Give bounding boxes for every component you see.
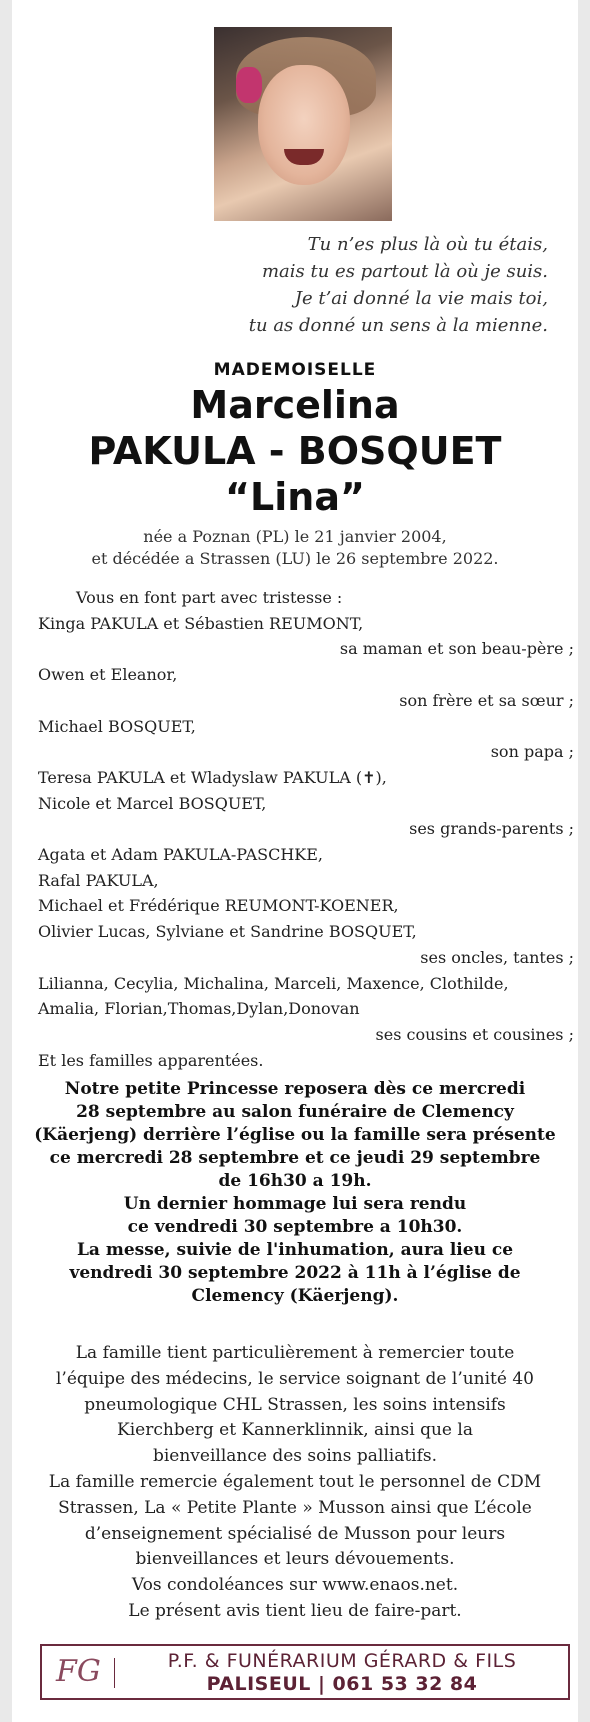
thanks-line: La famille tient particulièrement à remercier toute bbox=[75, 1343, 515, 1363]
poem-line: Je t’ai donné la vie mais toi, bbox=[294, 288, 548, 309]
nickname: “Lina” bbox=[225, 475, 365, 519]
portrait-hair-bow bbox=[236, 67, 262, 103]
family-relation: ses cousins et cousines ; bbox=[375, 1024, 574, 1044]
funeral-home-name: P.F. & FUNÉRARIUM GÉRARD & FILS bbox=[167, 1650, 517, 1672]
family-relation: son papa ; bbox=[490, 742, 574, 762]
announce-intro: Vous en font part avec tristesse : bbox=[76, 588, 343, 607]
thanks-line: bienveillances et leurs dévouements. bbox=[135, 1549, 455, 1570]
thanks-line: bienveillance des soins palliatifs. bbox=[152, 1446, 438, 1467]
thanks-line: Vos condoléances sur www.enaos.net. bbox=[131, 1575, 459, 1596]
family-name-line: Kinga PAKULA et Sébastien REUMONT, bbox=[38, 613, 364, 633]
birth-line: née a Poznan (PL) le 21 janvier 2004, bbox=[143, 527, 447, 546]
thanks-line: Kierchberg et Kannerklinnik, ainsi que la bbox=[117, 1420, 473, 1441]
ceremony-line: ce mercredi 28 septembre et ce jeudi 29 septembre bbox=[49, 1148, 541, 1168]
family-relation: son frère et sa sœur ; bbox=[399, 690, 574, 710]
family-name-line: Owen et Eleanor, bbox=[38, 665, 178, 685]
family-relation: sa maman et son beau-père ; bbox=[339, 639, 574, 659]
family-name-line: Teresa PAKULA et Wladyslaw PAKULA (✝), bbox=[38, 767, 387, 787]
poem-line: mais tu es partout là où je suis. bbox=[261, 261, 548, 282]
death-line: et décédée a Strassen (LU) le 26 septembre 2022. bbox=[91, 549, 499, 568]
thanks-line: La famille remercie également tout le personnel de CDM bbox=[48, 1471, 542, 1492]
poem-line: tu as donné un sens à la mienne. bbox=[248, 315, 548, 336]
family-relation: ses grands-parents ; bbox=[409, 819, 574, 839]
family-announcement bbox=[38, 585, 574, 1073]
thanks-line: pneumologique CHL Strassen, les soins intensifs bbox=[84, 1394, 506, 1415]
first-name: Marcelina bbox=[190, 383, 400, 427]
poem bbox=[249, 231, 548, 339]
ceremony-line: La messe, suivie de l'inhumation, aura lieu ce bbox=[76, 1240, 514, 1260]
obituary-card bbox=[12, 0, 578, 1722]
portrait-face bbox=[258, 65, 350, 185]
ceremony-line: vendredi 30 septembre 2022 à 11h à l’église de bbox=[69, 1263, 521, 1283]
ceremony-line: de 16h30 a 19h. bbox=[218, 1171, 372, 1191]
family-name-line: Nicole et Marcel BOSQUET, bbox=[38, 793, 267, 813]
portrait-photo bbox=[214, 27, 392, 221]
thanks-section bbox=[12, 1341, 578, 1625]
thanks-line: Le présent avis tient lieu de faire-part. bbox=[128, 1600, 462, 1621]
thanks-line: d’enseignement spécialisé de Musson pour leurs bbox=[84, 1523, 506, 1544]
poem-line: Tu n’es plus là où tu étais, bbox=[307, 234, 548, 255]
funeral-home-contact: PALISEUL | 061 53 32 84 bbox=[206, 1673, 478, 1695]
family-name-line: Lilianna, Cecylia, Michalina, Marceli, Maxence, Clothilde, bbox=[38, 973, 509, 993]
last-name: PAKULA - BOSQUET bbox=[88, 429, 502, 473]
ceremony-details bbox=[12, 1078, 578, 1308]
ceremony-line: Un dernier hommage lui sera rendu bbox=[123, 1194, 467, 1214]
thanks-line: l’équipe des médecins, le service soignant de l’unité 40 bbox=[56, 1368, 534, 1389]
footer-divider bbox=[114, 1658, 115, 1688]
birth-death-dates bbox=[12, 526, 578, 570]
thanks-line: Strassen, La « Petite Plante » Musson ainsi que L’école bbox=[58, 1497, 532, 1518]
ceremony-line: Notre petite Princesse reposera dès ce mercredi bbox=[64, 1079, 526, 1099]
ceremony-line: (Käerjeng) derrière l’église ou la famille sera présente bbox=[34, 1125, 556, 1145]
family-name-line: Olivier Lucas, Sylviane et Sandrine BOSQUET, bbox=[38, 922, 417, 942]
ceremony-line: ce vendredi 30 septembre a 10h30. bbox=[127, 1217, 463, 1237]
family-name-line: Michael BOSQUET, bbox=[38, 716, 196, 736]
family-name-line: Amalia, Florian,Thomas,Dylan,Donovan bbox=[38, 999, 360, 1019]
ceremony-line: 28 septembre au salon funéraire de Clemency bbox=[76, 1102, 514, 1122]
family-name-line: Rafal PAKULA, bbox=[38, 870, 159, 890]
ceremony-line: Clemency (Käerjeng). bbox=[191, 1286, 399, 1306]
funeral-home-logo: FG bbox=[56, 1654, 101, 1689]
family-name-line: Agata et Adam PAKULA-PASCHKE, bbox=[38, 845, 323, 865]
family-relation: ses oncles, tantes ; bbox=[420, 947, 574, 967]
funeral-home-footer bbox=[40, 1644, 570, 1700]
honorific: MADEMOISELLE bbox=[213, 360, 377, 380]
announce-closing: Et les familles apparentées. bbox=[38, 1050, 264, 1070]
family-name-line: Michael et Frédérique REUMONT-KOENER, bbox=[38, 896, 399, 916]
